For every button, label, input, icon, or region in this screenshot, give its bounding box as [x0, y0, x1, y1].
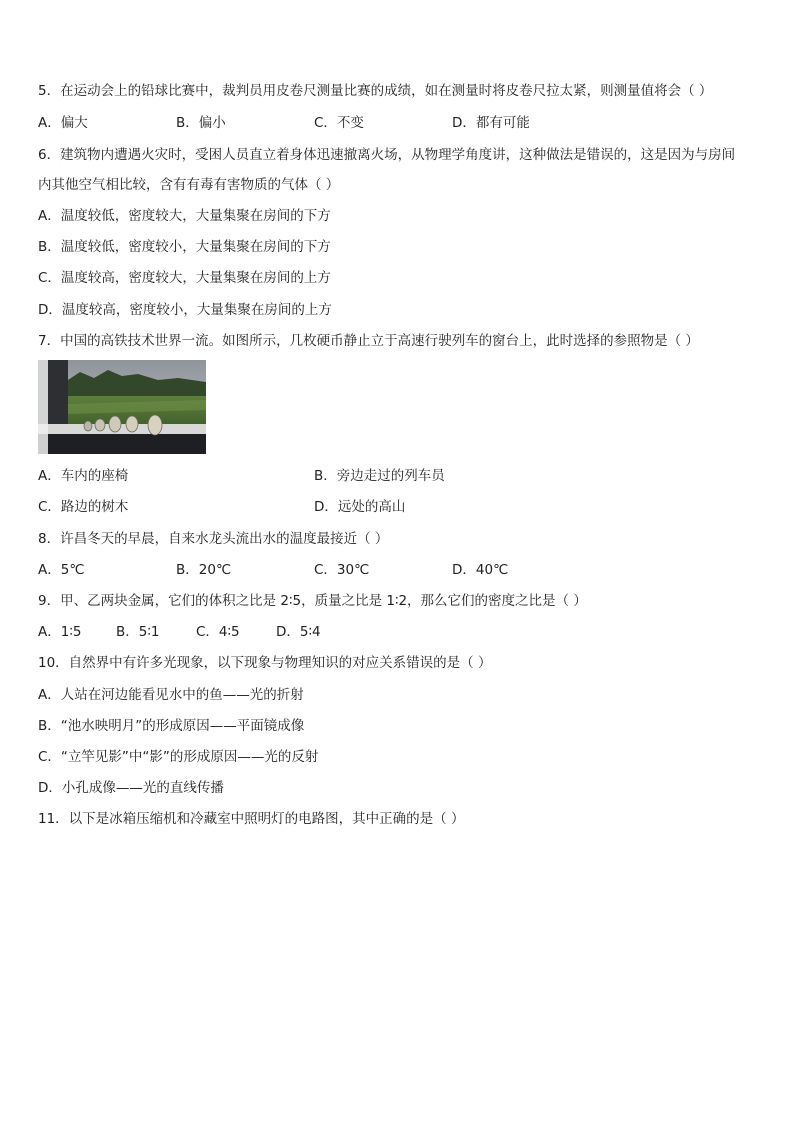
q11-stem: 11．以下是冰箱压缩机和冷藏室中照明灯的电路图，其中正确的是（ ）: [38, 811, 465, 827]
q6-option-c: C．温度较高，密度较大，大量集聚在房间的上方: [38, 270, 331, 286]
q6-stem-line2: 内其他空气相比较，含有有毒有害物质的气体（ ）: [38, 177, 340, 193]
q9-stem: 9．甲、乙两块金属，它们的体积之比是 2∶5，质量之比是 1∶2，那么它们的密度之比是（ ）: [38, 593, 587, 609]
q6-option-a: A．温度较低，密度较大，大量集聚在房间的下方: [38, 208, 331, 224]
q9-option-c: C．4∶5: [196, 624, 240, 640]
q5-option-d: D．都有可能: [452, 115, 530, 131]
q5-stem: 5．在运动会上的铅球比赛中，裁判员用皮卷尺测量比赛的成绩，如在测量时将皮卷尺拉太紧，则测量值将会（ ）: [38, 83, 713, 99]
q6-stem-line1: 6．建筑物内遭遇火灾时，受困人员直立着身体迅速撤离火场，从物理学角度讲，这种做法是错误的，这是因为与房间: [38, 147, 736, 163]
q8-option-d: D．40℃: [452, 562, 509, 578]
q7-option-d: D．远处的高山: [314, 499, 406, 515]
q10-option-b: B．“池水映明月”的形成原因——平面镜成像: [38, 718, 305, 734]
q7-option-c: C．路边的树木: [38, 499, 129, 515]
q5-option-a: A．偏大: [38, 115, 88, 131]
q9-option-d: D．5∶4: [276, 624, 321, 640]
q5-option-b: B．偏小: [176, 115, 226, 131]
q10-stem: 10．自然界中有许多光现象，以下现象与物理知识的对应关系错误的是（ ）: [38, 655, 492, 671]
q6-option-d: D．温度较高，密度较小，大量集聚在房间的上方: [38, 302, 332, 318]
q9-option-b: B．5∶1: [116, 624, 160, 640]
q6-option-b: B．温度较低，密度较小，大量集聚在房间的下方: [38, 239, 331, 255]
q7-option-b: B．旁边走过的列车员: [314, 468, 445, 484]
q7-option-a: A．车内的座椅: [38, 468, 129, 484]
q10-option-c: C．“立竿见影”中“影”的形成原因——光的反射: [38, 749, 319, 765]
q5-option-c: C．不变: [314, 115, 364, 131]
q8-option-c: C．30℃: [314, 562, 370, 578]
q7-stem: 7．中国的高铁技术世界一流。如图所示，几枚硬币静止立于高速行驶列车的窗台上，此时选择的参照物是（ ）: [38, 333, 699, 349]
q10-option-d: D．小孔成像——光的直线传播: [38, 780, 224, 796]
q9-option-a: A．1∶5: [38, 624, 82, 640]
q8-option-a: A．5℃: [38, 562, 85, 578]
train-window-coins-photo: [38, 360, 206, 454]
q10-option-a: A．人站在河边能看见水中的鱼——光的折射: [38, 687, 304, 703]
q8-stem: 8．许昌冬天的早晨，自来水龙头流出水的温度最接近（ ）: [38, 531, 389, 547]
q8-option-b: B．20℃: [176, 562, 232, 578]
